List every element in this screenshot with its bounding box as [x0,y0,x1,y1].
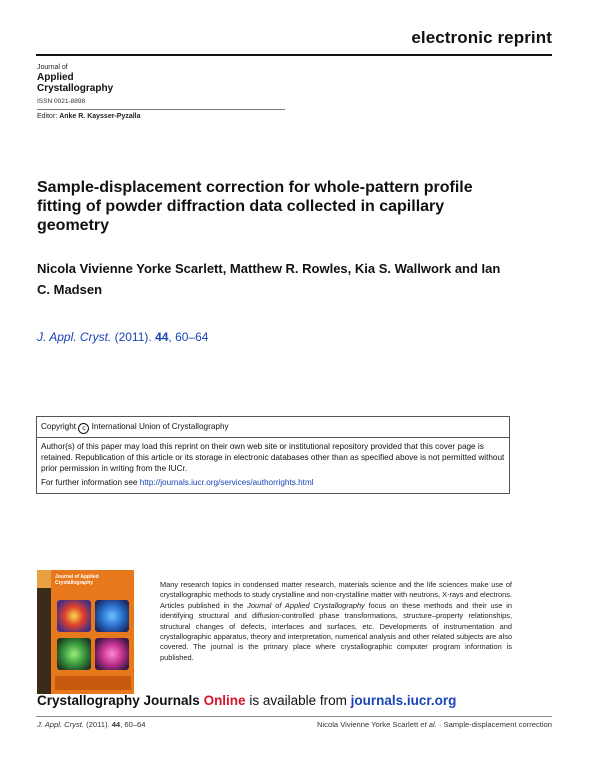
cover-panel-2 [95,600,129,632]
cover-side-band-top [37,570,51,588]
copyright-line [37,421,509,438]
issn: ISSN 0021-8898 [37,98,86,105]
copyright-info [41,477,505,488]
journal-name-line2: Crystallography [37,83,114,94]
journal-name-line1: Applied [37,72,74,83]
copyright-symbol: c [78,423,89,434]
description-part1: Many research topics in condensed matter research, materials science and the life sciences make use of crystallographic methods to study crystalline and non-crystalline matter with neutrons, X-rays and electrons. Articles published in the [160,580,512,610]
journal-cover-image [37,570,134,694]
editor-rule [37,109,285,110]
footer-year: (2011). [83,720,112,729]
footer-journal: J. Appl. Cryst. [37,720,84,729]
iucr-journals-link[interactable]: journals.iucr.org [350,693,457,708]
footer-citation [37,720,146,729]
paper-title: Sample-displacement correction for whole-pattern profile fitting of powder diffraction data collected in capillary geometry [37,179,473,234]
copyright-holder: International Union of Crystallography [89,422,229,431]
footer-suffix: · Sample-displacement correction [436,720,552,729]
cover-panel-3 [57,638,91,670]
citation-link[interactable] [37,330,208,344]
editor-prefix: Editor: [37,113,60,120]
paper-authors: Nicola Vivienne Yorke Scarlett, Matthew R. Rowles, Kia S. Wallwork and Ian C. Madsen [37,261,501,297]
citation-year: (2011). [111,330,156,344]
electronic-reprint-label: electronic reprint [411,28,552,47]
copyright-info-prefix: For further information see [41,478,140,487]
editor-line [37,113,337,120]
citation-pages: , 60–64 [168,330,209,344]
header-rule [36,54,552,56]
cover-side-band [37,570,51,694]
cover-panel-1 [57,600,91,632]
citation-journal: J. Appl. Cryst. [37,330,112,344]
copyright-permission: Author(s) of this paper may load this reprint on their own web site or institutional repository provided that this cover page is retained. Republication of this article or its storage in electronic databases other than as specified above is not permitted without prior permission in writing from the IUCr. [41,442,505,473]
footer-authors: Nicola Vivienne Yorke Scarlett [317,720,421,729]
description-part2: focus on these methods and their use in identifying structural and diffusion-controlled phase transformations, structure–property relationships, structural changes of defects, interfaces and surfaces, etc. Developments of instrumentation and crystallographic apparatus, theory and interpretation, numerical analysis and other related subjects are also covered. The journal is the primary place where crystallographic computer program information is published. [160,600,512,662]
authorrights-link[interactable]: http://journals.iucr.org/services/authorrights.html [139,478,314,487]
description-journal-name: Journal of Applied Crystallography [247,600,365,610]
footer-pages: , 60–64 [120,720,146,729]
copyright-box [36,416,510,494]
journal-info [37,63,337,120]
footer-volume: 44 [111,720,121,729]
footer-rule [36,716,552,717]
editor-name: Anke R. Kaysser-Pyzalla [59,113,141,120]
online-availability [37,693,456,708]
cover-title: Journal of Applied Crystallography [55,574,99,586]
cover-footer [55,676,131,690]
online-part2: is available from [245,693,351,708]
citation-volume: 44 [155,330,169,344]
journal-description [160,580,512,663]
cover-panel-4 [95,638,129,670]
footer-etal: et al. [420,720,437,729]
footer-running-title [317,720,552,729]
online-part1: Crystallography Journals [37,693,204,708]
online-word: Online [203,693,246,708]
journal-of-label: Journal of [37,64,68,71]
copyright-prefix: Copyright [41,422,79,431]
